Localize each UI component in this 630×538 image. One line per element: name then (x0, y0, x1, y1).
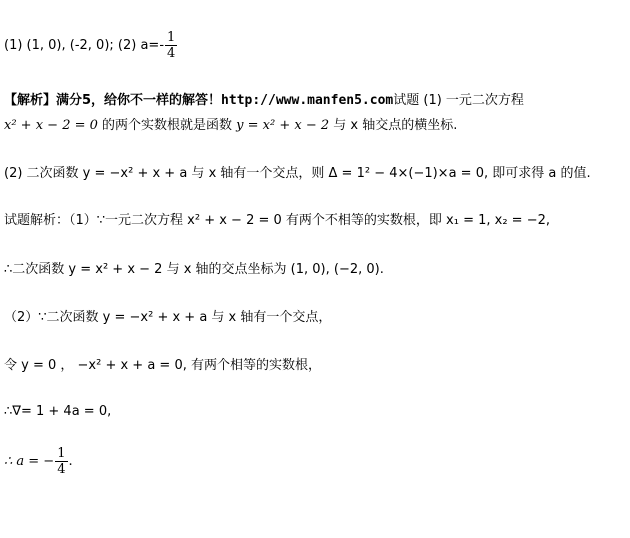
solution-l6-prefix: ∴ a = − (4, 454, 55, 469)
solution-line-4: 令 y = 0 ， −x² + x + a = 0, 有两个相等的实数根， (4, 358, 321, 373)
solution-line-5: ∴∇= 1 + 4a = 0, (4, 404, 112, 419)
answer-fraction (165, 30, 177, 61)
solution-l6-suffix: . (68, 454, 73, 469)
answer-denominator: 4 (167, 46, 176, 61)
analysis-line2-text: 的两个实数根就是函数 (97, 118, 237, 133)
answer-line (4, 30, 178, 61)
solution-denominator: 4 (57, 462, 66, 477)
answer-numerator: 1 (167, 30, 176, 45)
solution-line-6 (4, 446, 73, 477)
solution-line-3: （2）∵二次函数 y = −x² + x + a 与 x 轴有一个交点， (4, 310, 332, 325)
analysis-after-url: 试题 (1) 一元二次方程 (393, 93, 524, 108)
analysis-equation: x² + x − 2 = 0 (4, 118, 98, 133)
analysis-line2-tail: 与 x 轴交点的横坐标. (329, 118, 458, 133)
solution-line-2: ∴二次函数 y = x² + x − 2 与 x 轴的交点坐标为 (1, 0), (−2, 0). (4, 262, 384, 277)
analysis-heading: 【解析】满分5，给你不一样的解答！ (4, 93, 222, 108)
analysis-function: y = x² + x − 2 (236, 118, 330, 133)
analysis-line-2 (4, 118, 457, 134)
analysis-line-1 (4, 93, 524, 109)
analysis-url: http://www.manfen5.com (221, 93, 394, 108)
answer-text: (1) (1, 0), (-2, 0); (2) a=- (4, 38, 165, 53)
solution-line-1: 试题解析：（1）∵一元二次方程 x² + x − 2 = 0 有两个不相等的实数根，即 x₁ = 1, x₂ = −2, (4, 213, 551, 228)
solution-numerator: 1 (57, 446, 66, 461)
analysis-line-3: (2) 二次函数 y = −x² + x + a 与 x 轴有一个交点，则 Δ = 1² − 4×(−1)×a = 0, 即可求得 a 的值. (4, 166, 591, 181)
solution-fraction (55, 446, 67, 477)
